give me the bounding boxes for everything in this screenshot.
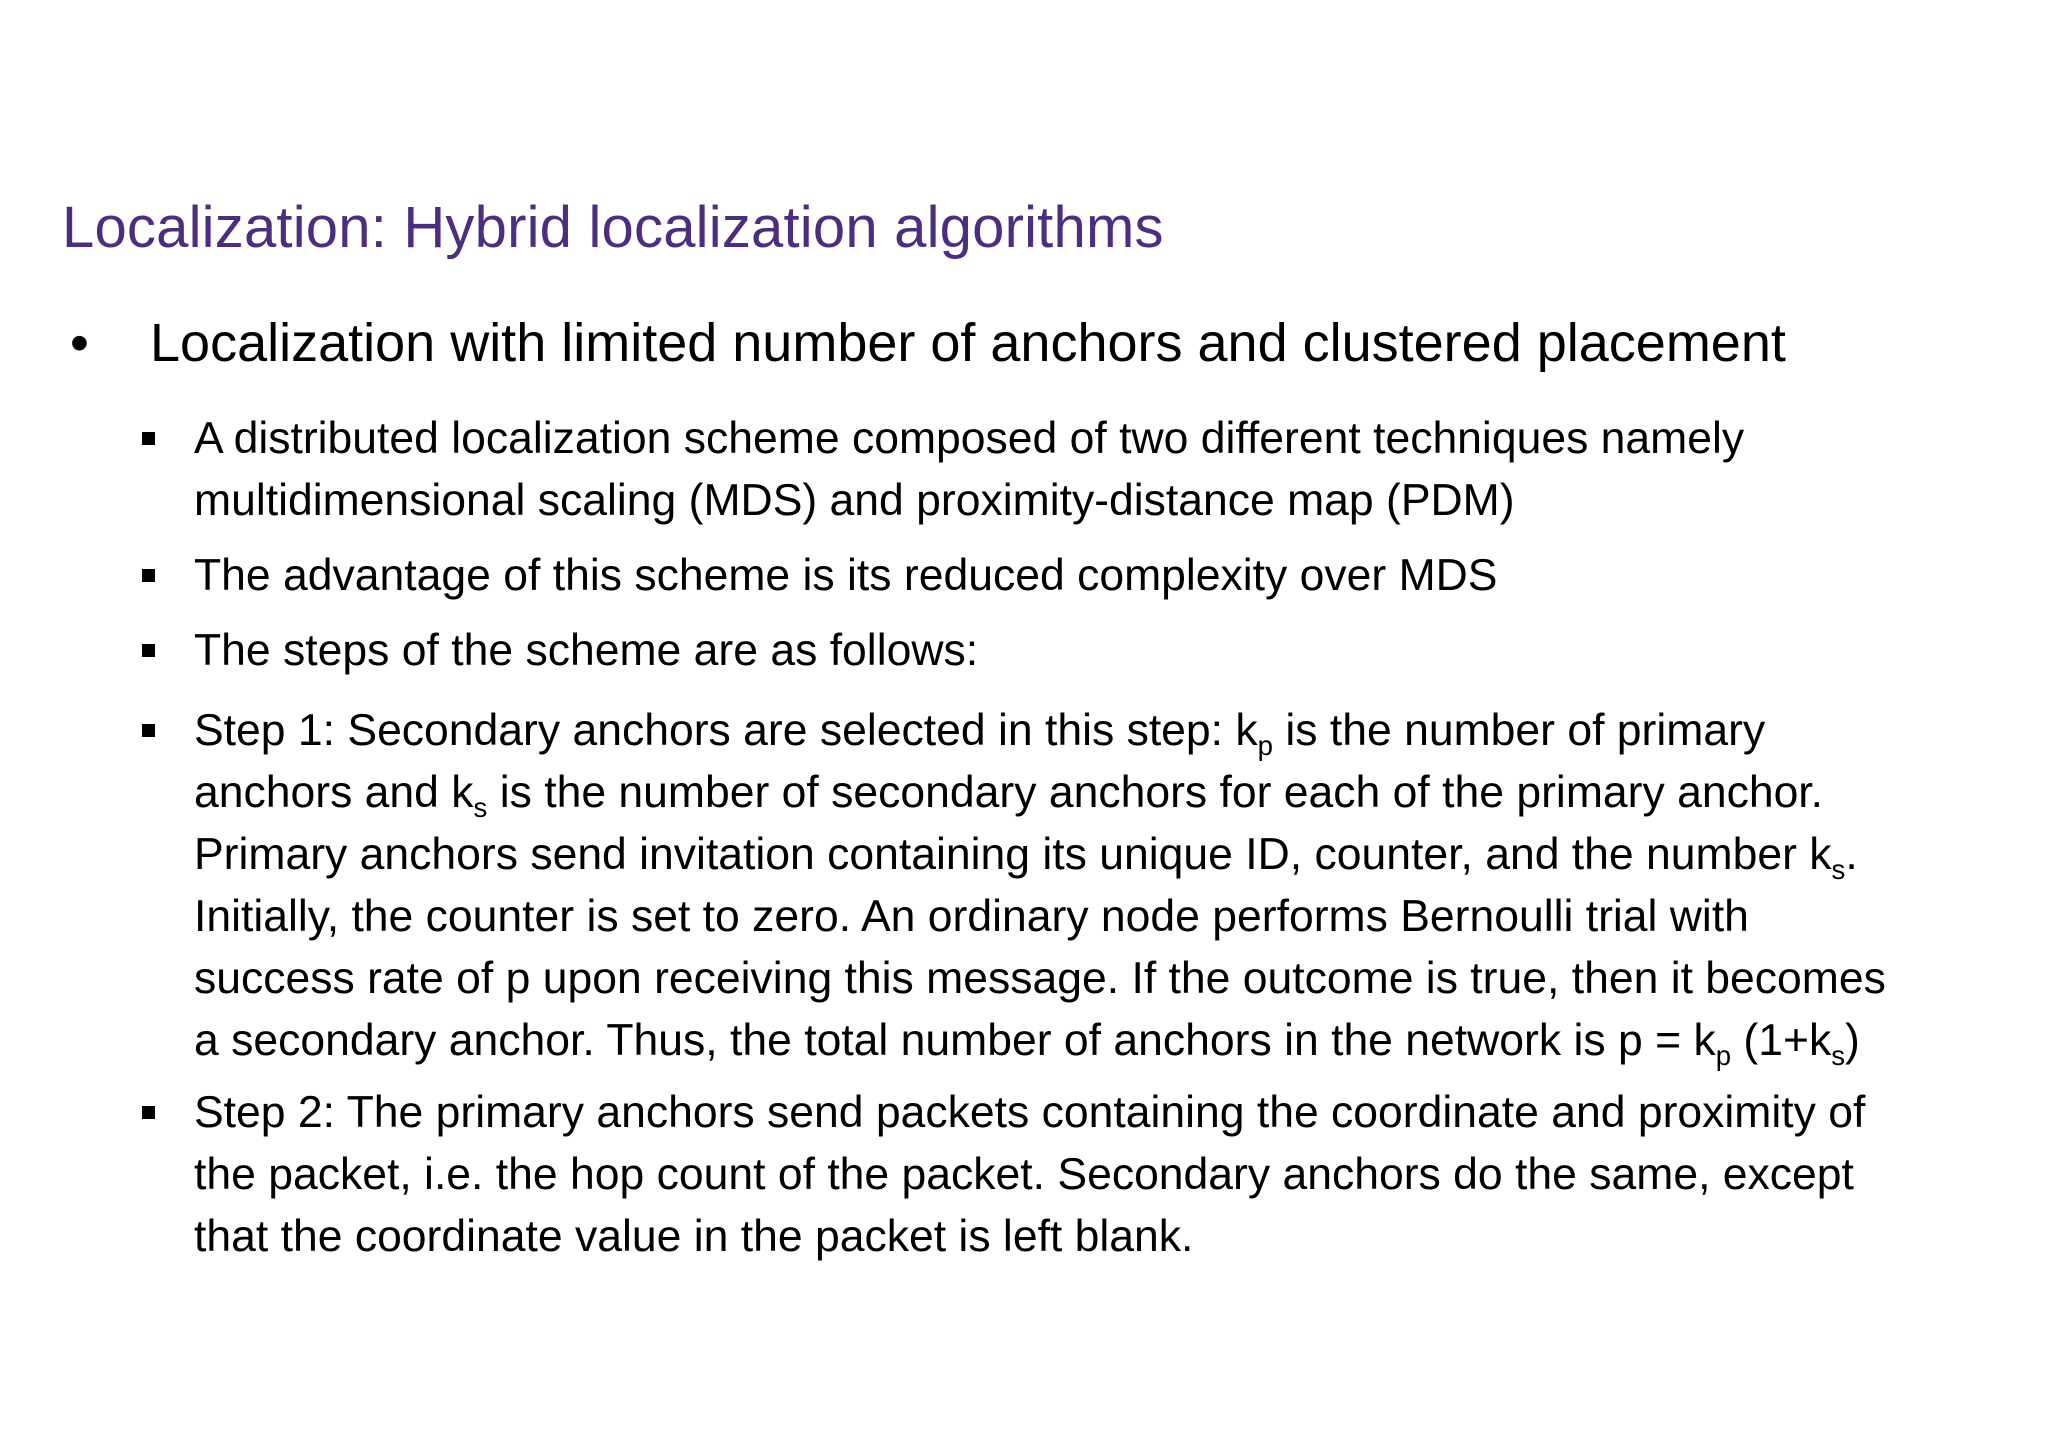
text-line: success rate of p upon receiving this message. If the outcome is true, then it becomes — [194, 954, 1886, 1003]
sub-bullet-text — [194, 408, 2024, 532]
text-line: Step 2: The primary anchors send packets containing the coordinate and proximity of — [194, 1088, 1866, 1137]
sub-bullet-text — [194, 545, 2024, 607]
main-bullet-text: Localization with limited number of anchors and clustered placement — [150, 313, 1786, 373]
bullet-marker: • — [70, 313, 89, 373]
square-bullet-icon — [142, 432, 155, 445]
text-line: multidimensional scaling (MDS) and proximity-distance map (PDM) — [194, 476, 1515, 525]
text-line: anchors and $k_s$ is the number of secondary anchors for each of the primary anchor. — [194, 768, 1824, 823]
square-bullet-icon — [142, 569, 155, 582]
square-bullet-icon — [142, 724, 155, 737]
text-line: Initially, the counter is set to zero. An ordinary node performs Bernoulli trial with — [194, 892, 1749, 941]
text-line: The advantage of this scheme is its reduced complexity over MDS — [194, 551, 1498, 600]
subscript: p — [1715, 1039, 1732, 1071]
text-line: A distributed localization scheme composed of two different techniques namely — [194, 414, 1745, 463]
subscript: s — [1831, 1039, 1846, 1071]
text-line: the packet, i.e. the hop count of the packet. Secondary anchors do the same, except — [194, 1150, 1854, 1199]
subscript: p — [1257, 729, 1273, 761]
subscript: s — [1831, 853, 1846, 885]
text-line: a secondary anchor. Thus, the total number of anchors in the network is $p = k_p$ $(1+k_s)$ — [194, 1016, 1860, 1071]
sub-bullet-text — [194, 700, 2024, 1072]
sub-bullet-text — [194, 1082, 2024, 1268]
square-bullet-icon — [142, 1106, 155, 1119]
square-bullet-icon — [142, 644, 155, 657]
sub-bullet-text — [194, 620, 2024, 682]
slide-title: Localization: Hybrid localization algorithms — [62, 195, 1164, 260]
text-line: Step 1: Secondary anchors are selected in this step: $k_p$ is the number of primary — [194, 706, 1766, 761]
subscript: s — [473, 791, 488, 823]
text-line: The steps of the scheme are as follows: — [194, 626, 979, 675]
text-line: that the coordinate value in the packet is left blank. — [194, 1212, 1194, 1261]
text-line: Primary anchors send invitation containing its unique ID, counter, and the number $k_s$. — [194, 830, 1858, 885]
